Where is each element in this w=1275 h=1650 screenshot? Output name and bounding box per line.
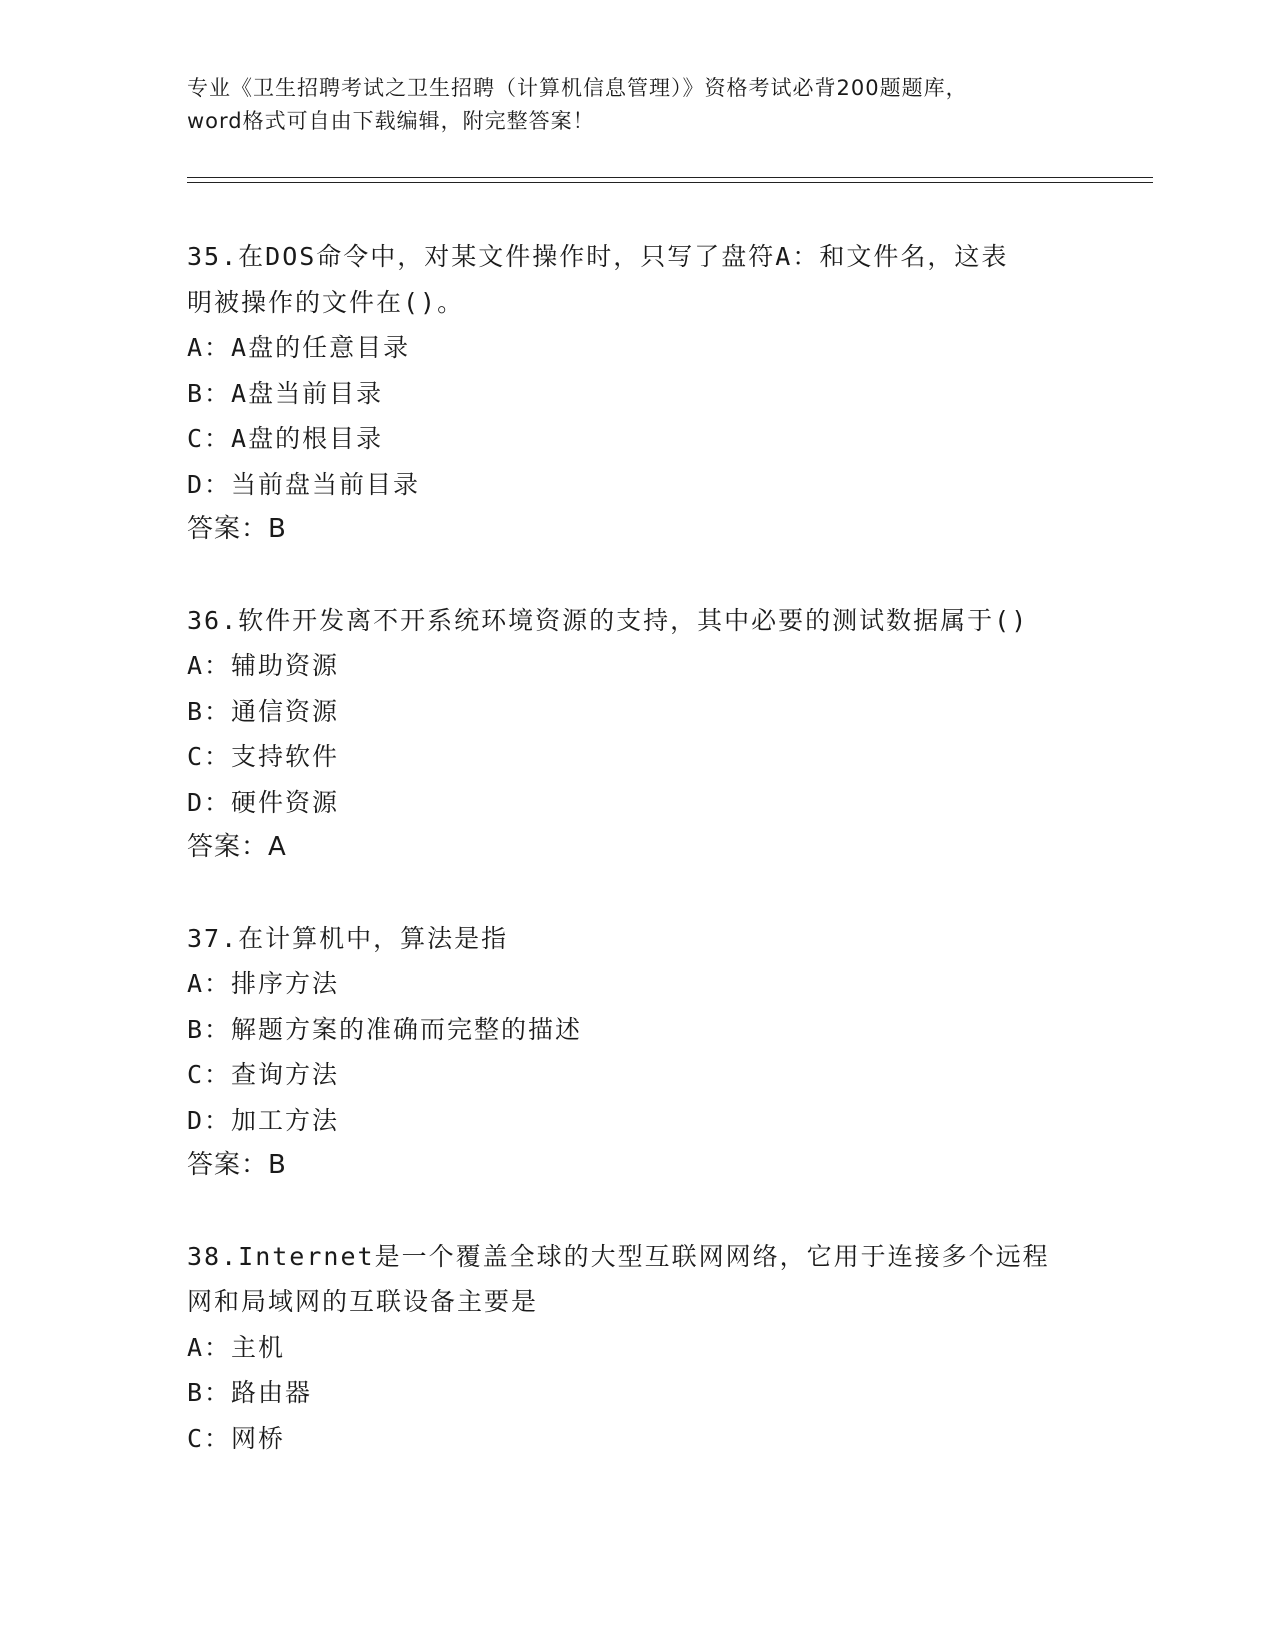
question-list	[187, 234, 1087, 1506]
question-36	[187, 598, 1087, 871]
option-d: D：加工方法	[187, 1105, 340, 1135]
option-a: A：A盘的任意目录	[187, 333, 411, 362]
question-text: 36.软件开发离不开系统环境资源的支持，其中必要的测试数据属于()	[187, 605, 1029, 635]
option-c: C：支持软件	[187, 742, 340, 771]
question-text: 38.Internet是一个覆盖全球的大型互联网网络，它用于连接多个远程	[187, 1241, 1050, 1271]
question-text: 35.在DOS命令中，对某文件操作时，只写了盘符A：和文件名，这表	[187, 242, 1009, 271]
header-title-line-1: 专业《卫生招聘考试之卫生招聘（计算机信息管理）》资格考试必背200题题库，	[187, 76, 968, 100]
option-c: C：A盘的根目录	[187, 424, 384, 453]
question-35	[187, 234, 1087, 553]
document-header	[187, 72, 1087, 138]
option-a: A：排序方法	[187, 969, 340, 998]
answer: 答案：B	[187, 1150, 287, 1180]
option-c: C：网桥	[187, 1423, 286, 1453]
question-37	[187, 916, 1087, 1189]
option-d: D：当前盘当前目录	[187, 469, 421, 499]
question-text: 网和局域网的互联设备主要是	[187, 1287, 539, 1316]
question-text: 37.在计算机中，算法是指	[187, 923, 509, 953]
header-title-line-2: word格式可自由下载编辑，附完整答案！	[187, 109, 595, 133]
question-38	[187, 1234, 1087, 1462]
option-b: B：通信资源	[187, 696, 340, 726]
option-b: B：路由器	[187, 1378, 313, 1407]
header-divider-top	[187, 177, 1153, 178]
option-a: A：主机	[187, 1332, 286, 1362]
option-a: A：辅助资源	[187, 651, 340, 680]
answer: 答案：B	[187, 514, 287, 544]
header-divider-bottom	[187, 182, 1153, 183]
answer: 答案：A	[187, 832, 287, 862]
question-text: 明被操作的文件在()。	[187, 287, 465, 317]
option-c: C：查询方法	[187, 1060, 340, 1089]
option-d: D：硬件资源	[187, 787, 340, 817]
option-b: B：解题方案的准确而完整的描述	[187, 1014, 583, 1044]
option-b: B：A盘当前目录	[187, 378, 384, 408]
